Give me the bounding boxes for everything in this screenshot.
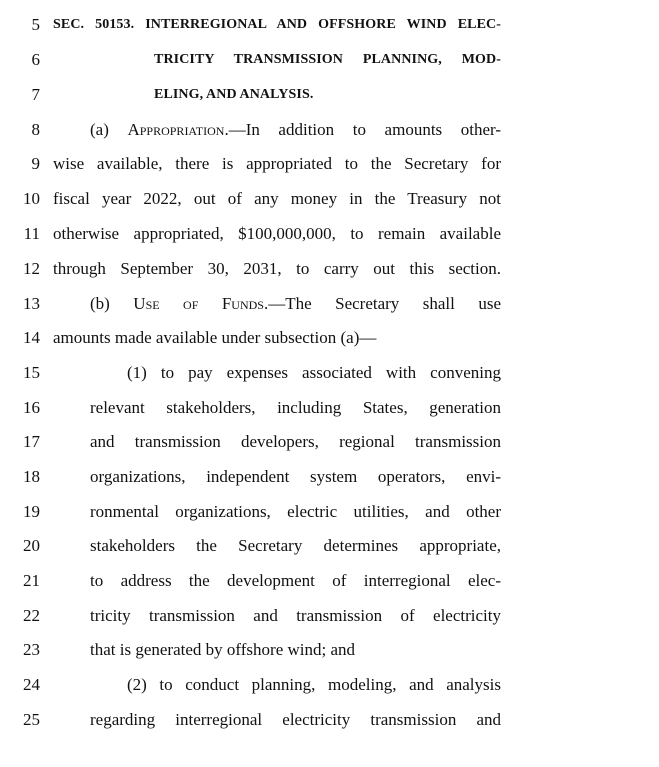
section-heading: TRICITY TRANSMISSION PLANNING, MOD- [154, 52, 501, 67]
paragraph-text: (1) to pay expenses associated with convening [127, 363, 501, 382]
line-number: 13 [23, 294, 40, 313]
bill-line [0, 708, 659, 743]
line-number: 11 [23, 224, 40, 243]
body-text: otherwise appropriated, $100,000,000, to remain available [53, 224, 501, 243]
line-number: 15 [23, 363, 40, 382]
subsection-a-lead [90, 118, 501, 142]
body-text: through September 30, 2031, to carry out this section. [53, 259, 501, 278]
body-text: wise available, there is appropriated to the Secretary for [53, 154, 501, 173]
paragraph-text: (2) to conduct planning, modeling, and analysis [127, 675, 501, 694]
line-number: 10 [23, 189, 40, 208]
line-number: 7 [31, 85, 40, 104]
line-number: 6 [31, 50, 40, 69]
body-text: .—In addition to amounts other- [224, 120, 501, 139]
line-number: 23 [23, 640, 40, 659]
bill-line [0, 13, 659, 48]
bill-line [0, 222, 659, 257]
bill-line [0, 673, 659, 708]
bill-line [0, 292, 659, 327]
paragraph-text: stakeholders the Secretary determines appropriate, [90, 536, 501, 555]
subsection-label: (a) [90, 120, 128, 139]
line-number: 17 [23, 432, 40, 451]
bill-line [0, 152, 659, 187]
paragraph-text: relevant stakeholders, including States, generation [90, 398, 501, 417]
subsection-b-lead [90, 292, 501, 316]
bill-line [0, 83, 659, 118]
line-number: 20 [23, 536, 40, 555]
line-number: 14 [23, 328, 40, 347]
paragraph-text: that is generated by offshore wind; and [90, 640, 356, 659]
bill-line [0, 569, 659, 604]
paragraph-text: organizations, independent system operators, envi- [90, 467, 501, 486]
line-number: 12 [23, 259, 40, 278]
bill-line [0, 396, 659, 431]
paragraph-text: to address the development of interregional elec- [90, 571, 501, 590]
body-text: amounts made available under subsection (a)— [53, 328, 377, 347]
bill-line [0, 187, 659, 222]
bill-line [0, 326, 659, 361]
bill-line [0, 361, 659, 396]
line-number: 19 [23, 502, 40, 521]
line-number: 9 [31, 154, 40, 173]
bill-line [0, 430, 659, 465]
paragraph-text: regarding interregional electricity transmission and [90, 710, 501, 729]
line-number: 21 [23, 571, 40, 590]
bill-line [0, 534, 659, 569]
body-text: fiscal year 2022, out of any money in the Treasury not [53, 189, 501, 208]
section-heading: SEC. 50153. INTERREGIONAL AND OFFSHORE WIND ELEC- [53, 17, 501, 32]
subsection-label: (b) [90, 294, 134, 313]
subsection-heading: Appropriation [127, 120, 225, 139]
line-number: 8 [31, 120, 40, 139]
line-number: 24 [23, 675, 40, 694]
subsection-heading: Use of Funds [133, 294, 264, 313]
line-number: 25 [23, 710, 40, 729]
paragraph-text: ronmental organizations, electric utilities, and other [90, 502, 501, 521]
section-heading: ELING, AND ANALYSIS. [154, 87, 314, 102]
bill-line [0, 118, 659, 153]
bill-line [0, 604, 659, 639]
line-number: 18 [23, 467, 40, 486]
bill-line [0, 500, 659, 535]
body-text: .—The Secretary shall use [263, 294, 502, 313]
paragraph-text: tricity transmission and transmission of electricity [90, 606, 501, 625]
line-number: 16 [23, 398, 40, 417]
paragraph-text: and transmission developers, regional transmission [90, 432, 501, 451]
line-number: 22 [23, 606, 40, 625]
bill-line [0, 465, 659, 500]
line-number: 5 [31, 15, 40, 34]
bill-line [0, 48, 659, 83]
bill-line [0, 257, 659, 292]
bill-line [0, 638, 659, 673]
